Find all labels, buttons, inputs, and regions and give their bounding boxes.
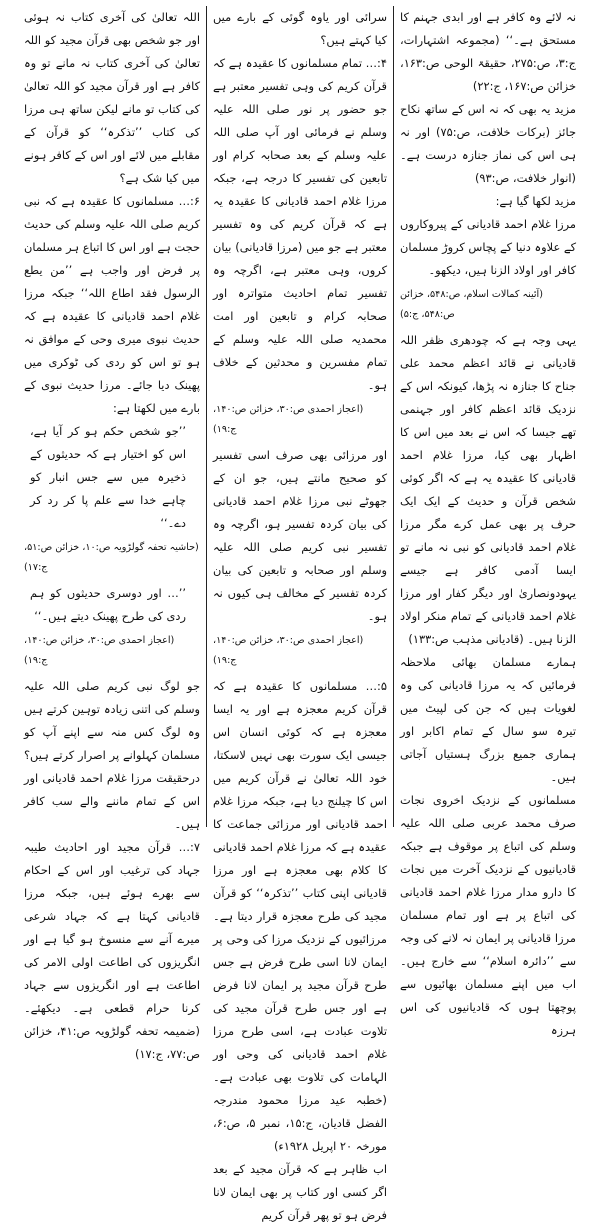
paragraph: مزید یہ بھی کہ نہ اس کے ساتھ نکاح جائز (برکات خلافت، ص:۷۵) اور نہ ہی اس کی نماز جنازہ درست ہے۔ (انوار خلافت، ص:۹۳) — [400, 102, 576, 185]
citation: (آئینہ کمالات اسلام، ص:۵۴۸، خزائن ص:۵۴۸، ج:۵) — [400, 289, 543, 320]
paragraph: سرائی اور یاوہ گوئی کے بارے میں کیا کہتے ہیں؟ — [213, 10, 387, 47]
paragraph: ۷:… قرآن مجید اور احادیث طیبہ جہاد کی ترغیب اور اس کے احکام سے بھرے ہوئے ہیں، جبکہ مرزا قادیانی کہتا ہے کہ جہاد شرعی میرے آنے سے منسوخ ہو گیا ہے اور انگریزوں کی اطاعت اولی الامر کی اطاعت ہے اور انگریزوں سے جہاد کرنا حرام قطعی ہے۔ دیکھئے۔ (ضمیمہ تحفہ گولڑویہ ص:۴۱، خزائن ص:۷۷، ج:۱۷) — [24, 840, 200, 1061]
citation: (اعجاز احمدی ص:۳۰، خزائن ص:۱۴۰، ج:۱۹) — [213, 404, 364, 435]
paragraph: ۵:… مسلمانوں کا عقیدہ ہے کہ قرآن کریم معجزہ ہے اور یہ ایسا معجزہ ہے کہ کوئی انسان اس جیسی ایک سورت بھی نہیں لاسکتا، خود اللہ تعالیٰ نے قرآن کریم میں اس کا چیلنج دیا ہے، جبکہ مرزا غلام احمد قادیانی اور مرزائی جماعت کا عقیدہ ہے کہ مرزا غلام احمد قادیانی کا کلام بھی معجزہ ہے اور مرزا قادیانی اپنی کتاب ’’تذکرہ‘‘ کو قرآن مجید کی طرح معجزہ قرار دیتا ہے۔ مرزائیوں کے نزدیک مرزا کی وحی پر ایمان لانا اسی طرح فرض ہے جس طرح قرآن مجید پر ایمان لانا فرض ہے اور جس طرح قرآن مجید کی تلاوت عبادت ہے، اسی طرح مرزا غلام احمد قادیانی کی وحی اور الہامات کی تلاوت بھی عبادت ہے۔ (خطبہ عید مرزا محمود مندرجہ الفضل قادیان، ج:۱۵، نمبر ۵، ص:۶، مورخہ ۲۰ اپریل ۱۹۲۸ء) — [213, 679, 387, 1153]
citation: (اعجاز احمدی ص:۳۰، خزائن ص:۱۴۰، ج:۱۹) — [24, 635, 175, 666]
column-middle — [206, 6, 394, 1222]
citation: (اعجاز احمدی ص:۳۰، خزائن ص:۱۴۰، ج:۱۹) — [213, 635, 364, 666]
column-left — [18, 6, 206, 1061]
paragraph: مسلمانوں کے نزدیک اخروی نجات صرف محمد عربی صلی اللہ علیہ وسلم کی اتباع پر موقوف ہے جبکہ قادیانیوں کے نزدیک آخرت میں نجات کا دارو مدار مرزا غلام احمد قادیانی کی اتباع پر ہے اور تمام مسلمان مرزا قادیانی پر ایمان نہ لانے کی وجہ سے ’’دائرہ اسلام‘‘ سے خارج ہیں۔ اب میں اپنے مسلمان بھائیوں سے پوچھتا ہوں کہ قادیانیوں کی اس ہرزہ — [400, 793, 576, 1037]
column-right — [394, 6, 582, 1037]
paragraph: مزید لکھا گیا ہے: — [495, 194, 576, 208]
paragraph: اور مرزائی بھی صرف اسی تفسیر کو صحیح مانتے ہیں، جو ان کے جھوٹے نبی مرزا غلام احمد قادیانی کی بیان کردہ تفسیر ہو، اگرچہ وہ تفسیر نبی کریم صلی اللہ علیہ وسلم اور صحابہ و تابعین کی بیان کردہ تفسیر کے مخالف ہی کیوں نہ ہو۔ — [213, 448, 387, 623]
paragraph: یہی وجہ ہے کہ چودھری ظفر اللہ قادیانی نے قائد اعظم محمد علی جناح کا جنازہ نہ پڑھا، کیونکہ اس کے نزدیک قائد اعظم کافر اور جہنمی تھے جیسا کہ اس نے بعد میں اس کا اظہار بھی کیا، مرزا غلام احمد قادیانی کا عقیدہ یہ ہے کہ اگر کوئی شخص قرآن و حدیث کے ایک ایک حرف پر بھی عمل کرے مگر مرزا غلام احمد قادیانی کو نبی نہ مانے تو ایسا آدمی کافر ہے جیسے یہودونصاریٰ اور دیگر کفار اور مرزا غلام احمد قادیانی کے تمام منکر اولاد الزنا ہیں۔ (قادیانی مذہب ص:۱۳۳) — [400, 333, 576, 646]
quotation: ’’… اور دوسری حدیثوں کو ہم ردی کی طرح پھینک دیتے ہیں۔‘‘ — [30, 586, 186, 623]
paragraph: ۶:… مسلمانوں کا عقیدہ ہے کہ نبی کریم صلی اللہ علیہ وسلم کی حدیث حجت ہے اور اس کا اتباع ہر مسلمان پر فرض اور واجب ہے ’’من یطع الرسول فقد اطاع اللہ‘‘ جبکہ مرزا غلام احمد قادیانی کا عقیدہ ہے کہ حدیث نبوی میری وحی کے موافق نہ ہو تو اس کو ردی کی ٹوکری میں پھینک دیا جائے۔ مرزا حدیث نبوی کے بارے میں لکھتا ہے: — [24, 194, 200, 415]
paragraph: جو لوگ نبی کریم صلی اللہ علیہ وسلم کی اتنی زیادہ توہین کرتے ہیں وہ لوگ کس منہ سے اپنے آپ کو مسلمان کہلوانے پر اصرار کرتے ہیں؟ درحقیقت مرزا غلام احمد قادیانی اور اس کے تمام ماننے والے سب کافر ہیں۔ — [24, 679, 200, 831]
quotation: ’’جو شخص حکم ہو کر آیا ہے، اس کو اختیار ہے کہ حدیثوں کے ذخیرہ میں سے جس انبار کو چاہے خدا سے علم پا کر رد کر دے۔‘‘ — [30, 424, 186, 530]
paragraph: ہمارے مسلمان بھائی ملاحظہ فرمائیں کہ یہ مرزا قادیانی کی وہ لغویات ہیں کہ جن کی لپیٹ میں تیرہ سو سال کے تمام اکابر اور ہماری جمیع بزرگ ہستیاں آجاتی ہیں۔ — [400, 655, 576, 784]
paragraph: ۴:… تمام مسلمانوں کا عقیدہ ہے کہ قرآن کریم کی وہی تفسیر معتبر ہے جو حضور پر نور صلی اللہ علیہ وسلم نے فرمائی اور آپ صلی اللہ علیہ وسلم کے بعد صحابہ کرام اور تابعین کی تفسیر کا درجہ ہے، جبکہ مرزا غلام احمد قادیانی کا عقیدہ یہ ہے کہ قرآن کریم کی وہ تفسیر معتبر ہے جو میں (مرزا قادیانی) بیان کروں، وہی معتبر ہے، اگرچہ وہ تفسیر تمام احادیث متواترہ اور صحابہ کرام و تابعین اور امت محمدیہ صلی اللہ علیہ وسلم کے تمام مفسرین و محدثین کے خلاف ہو۔ — [213, 56, 387, 392]
paragraph: مرزا غلام احمد قادیانی کے پیروکاروں کے علاوہ دنیا کے پچاس کروڑ مسلمان کافر اور اولاد الزنا ہیں، دیکھو۔ — [400, 217, 576, 277]
paragraph: نہ لائے وہ کافر ہے اور ابدی جہنم کا مستحق ہے۔‘‘ (مجموعہ اشتہارات، ج:۳، ص:۲۷۵، حقیقۃ الوحی ص:۱۶۳، خزائن ص:۱۶۷، ج:۲۲) — [400, 10, 576, 93]
paragraph: اب ظاہر ہے کہ قرآن مجید کے بعد اگر کسی اور کتاب پر بھی ایمان لانا فرض ہو تو پھر قرآن کریم — [213, 1162, 387, 1222]
citation: (حاشیہ تحفہ گولڑویہ ص:۱۰، خزائن ص:۵۱، ج:۱۷) — [24, 542, 199, 573]
paragraph: اللہ تعالیٰ کی آخری کتاب نہ ہوئی اور جو شخص بھی قرآن مجید کو اللہ تعالیٰ کی آخری کتاب نہ مانے تو وہ کافر ہے اور قرآن مجید کو اللہ تعالیٰ کی کتاب تو مانے لیکن ساتھ ہی مرزا کی کتاب ’’تذکرہ‘‘ کو قرآن کے مقابلے میں لائے اور اس کے کافر ہونے میں کیا شک ہے؟ — [24, 10, 200, 185]
